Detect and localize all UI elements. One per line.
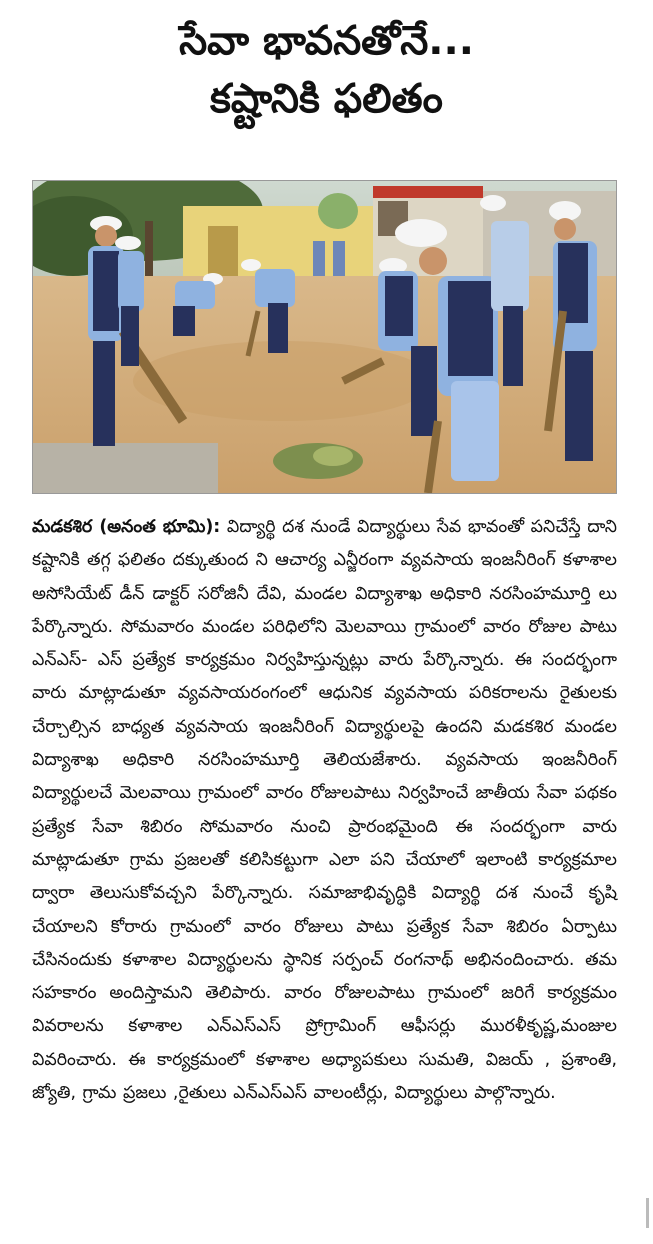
headline-line-2: కష్టానికి ఫలితం — [210, 76, 443, 122]
students-sweeping-photo — [33, 181, 616, 493]
news-photo — [32, 180, 617, 494]
article-body — [32, 511, 617, 1110]
article-text: విద్యార్థి దశ నుండే విద్యార్థులు సేవ భావంతో పనిచేస్తే దాని కష్టానికి తగ్గ ఫలితం దక్కుతుంద ని ఆచార్య ఎన్జీరంగా వ్యవసాయ ఇంజనీరింగ్ కళాశాల అసోసియేట్ డీన్ డాక్టర్ సరోజినీ దేవి, మండల విద్యాశాఖ అధికారి నరసింహమూర్తి లు పేర్కొన్నారు. సోమవారం మండల పరిధిలోని మెలవాయి గ్రామంలో వారం రోజుల పాటు ఎన్ఎస్- ఎస్ ప్రత్యేక కార్యక్రమం నిర్వహిస్తున్నట్లు వారు పేర్కొన్నారు. ఈ సందర్భంగా వారు మాట్లాడుతూ వ్యవసాయరంగంలో ఆధునిక వ్యవసాయ పరికరాలను రైతులకు చేర్చాల్సిన బాధ్యత వ్యవసాయ ఇంజనీరింగ్ విద్యార్థులపై ఉందని మడకశిర మండల విద్యాశాఖ అధికారి నరసింహమూర్తి తెలియజేశారు. వ్యవసాయ ఇంజనీరింగ్ విద్యార్థులచే మెలవాయి గ్రామంలో వారం రోజులపాటు నిర్వహించే జాతీయ సేవా పథకం ప్రత్యేక సేవా శిబిరం సోమవారం నుంచి ప్రారంభమైంది ఈ సందర్భంగా వారు మాట్లాడుతూ గ్రామ ప్రజలతో కలిసికట్టుగా ఎలా పని చేయాలో ఇలాంటి కార్యక్రమాల ద్వారా తెలుసుకోవచ్చని పేర్కొన్నారు. సమాజాభివృద్ధికి విద్యార్థి దశ నుంచే కృషి చేయాలని కోరారు గ్రామంలో వారం రోజులు పాటు ప్రత్యేక సేవా శిబిరం ఏర్పాటు చేసినందుకు కళాశాల విద్యార్థులను స్థానిక సర్పంచ్ రంగనాథ్ అభినందించారు. తమ సహకారం అందిస్తామని తెలిపారు. వారం రోజులపాటు గ్రామంలో జరిగే కార్యక్రమం వివరాలను కళాశాల ఎన్ఎస్ఎస్ ప్రోగ్రామింగ్ ఆఫీసర్లు మురళీకృష్ణ,మంజుల వివరించారు. ఈ కార్యక్రమంలో కళాశాల అధ్యాపకులు సుమతి, విజయ్ , ప్రశాంతి, జ్యోతి, గ్రామ ప్రజలు ,రైతులు ఎన్ఎస్ఎస్ వాలంటీర్లు, విద్యార్థులు పాల్గొన్నారు. — [32, 517, 618, 1104]
headline — [0, 12, 653, 128]
page-edge-mark — [646, 1198, 649, 1228]
headline-line-1: సేవా భావనతోనే... — [179, 18, 474, 64]
article-dateline: మడకశిర (అనంత భూమి): — [32, 517, 221, 537]
